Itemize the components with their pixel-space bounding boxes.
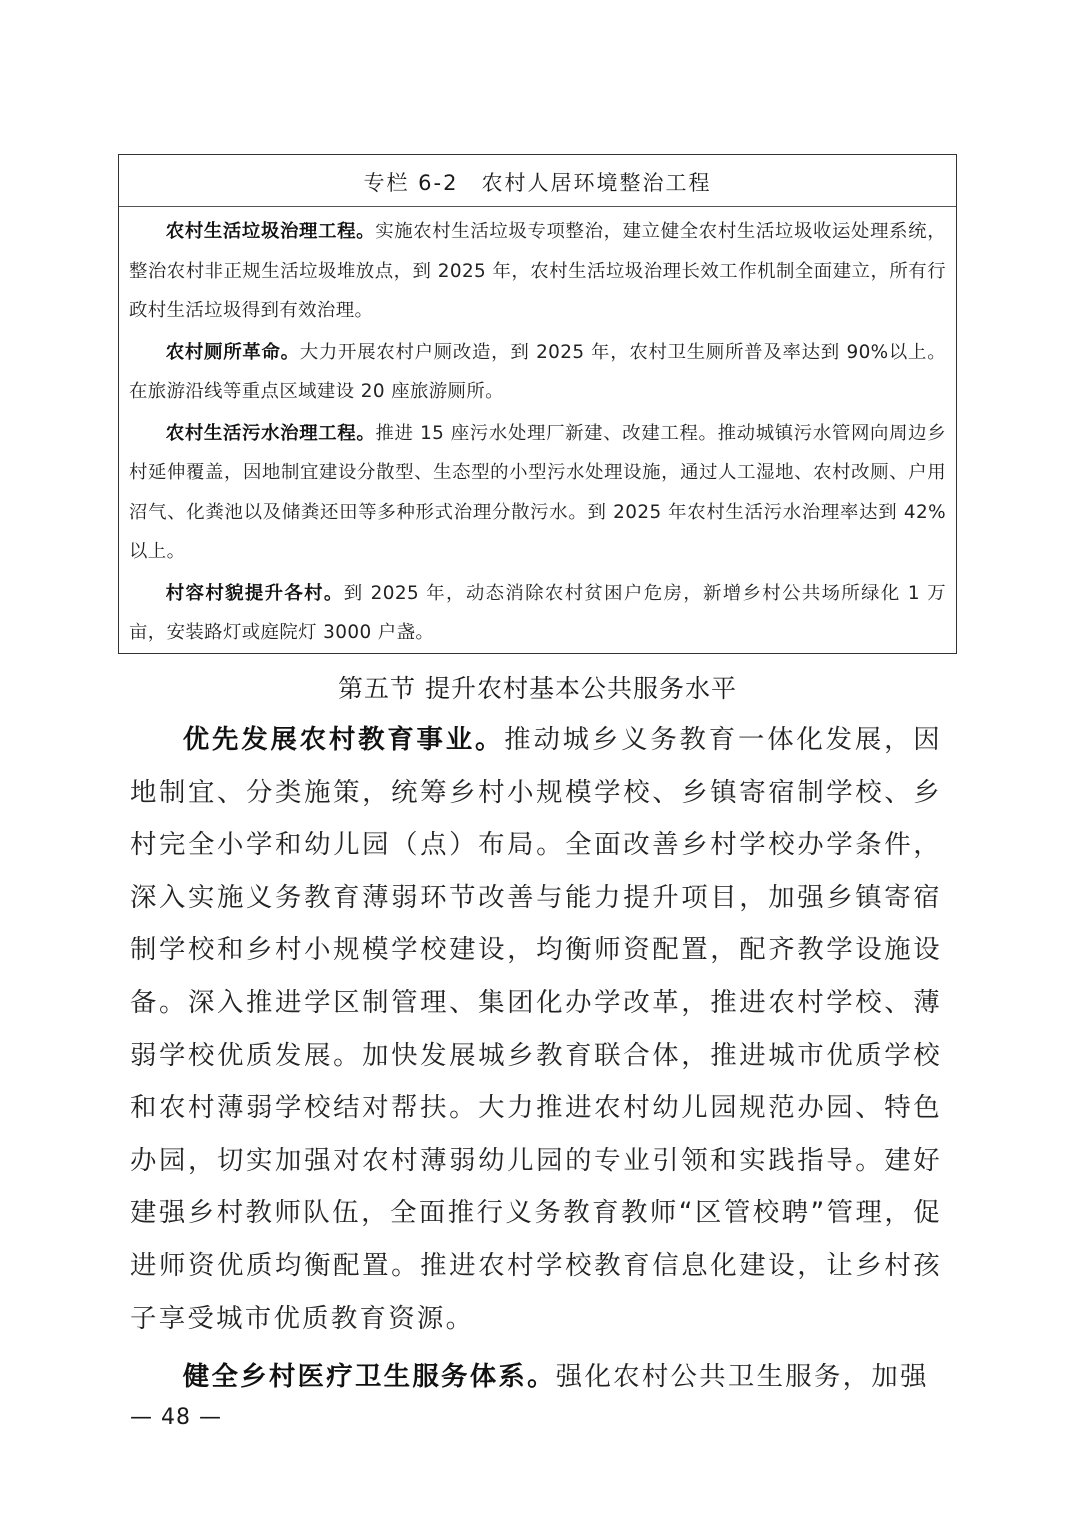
box-paragraph-lead: 村容村貌提升各村。	[165, 582, 344, 604]
body-paragraph-text: 强化农村公共卫生服务，加强	[555, 1361, 929, 1393]
box-paragraph-lead: 农村厕所革命。	[165, 341, 300, 363]
box-paragraph-lead: 农村生活污水治理工程。	[165, 422, 376, 444]
body-paragraph-lead: 优先发展农村教育事业。	[182, 724, 505, 755]
box-paragraph-text: 推进 15 座污水处理厂新建、改建工程。推动城镇污水管网向周边乡村延伸覆盖，因地制宜建设分散型、生态型的小型污水处理设施，通过人工湿地、农村改厕、户用沼气、化粪池以及储粪还田等多种形式治理分散污水。到 2025 年农村生活污水治理率达到 42%以上。	[129, 422, 946, 562]
body-paragraph	[130, 1351, 942, 1404]
box-paragraph-text: 到 2025 年，动态消除农村贫困户危房，新增乡村公共场所绿化 1 万亩，安装路灯或庭院灯 3000 户盏。	[129, 582, 946, 643]
box-paragraph	[129, 333, 946, 412]
section-heading: 第五节 提升农村基本公共服务水平	[338, 674, 737, 703]
feature-box-title: 专栏 6-2 农村人居环境整治工程	[119, 155, 956, 207]
body-paragraph-lead: 健全乡村医疗卫生服务体系。	[182, 1361, 556, 1393]
page-number: — 48 —	[130, 1405, 222, 1430]
box-paragraph-lead: 农村生活垃圾治理工程。	[165, 221, 376, 242]
box-paragraph-text: 大力开展农村户厕改造，到 2025 年，农村卫生厕所普及率达到 90%以上。在旅游沿线等重点区域建设 20 座旅游厕所。	[129, 341, 946, 402]
main-body	[130, 714, 942, 1410]
body-paragraph	[130, 714, 942, 1345]
box-paragraph	[129, 414, 946, 572]
feature-box	[118, 154, 957, 654]
box-paragraph	[129, 574, 946, 653]
body-paragraph-text: 推动城乡义务教育一体化发展，因地制宜、分类施策，统筹乡村小规模学校、乡镇寄宿制学校、乡村完全小学和幼儿园（点）布局。全面改善乡村学校办学条件，深入实施义务教育薄弱环节改善与能力提升项目，加强乡镇寄宿制学校和乡村小规模学校建设，均衡师资配置，配齐教学设施设备。深入推进学区制管理、集团化办学改革，推进农村学校、薄弱学校优质发展。加快发展城乡教育联合体，推进城市优质学校和农村薄弱学校结对帮扶。大力推进农村幼儿园规范办园、特色办园，切实加强对农村薄弱幼儿园的专业引领和实践指导。建好建强乡村教师队伍，全面推行义务教育教师“区管校聘”管理，促进师资优质均衡配置。推进农村学校教育信息化建设，让乡村孩子享受城市优质教育资源。	[130, 724, 942, 1334]
box-paragraph-text: 实施农村生活垃圾专项整治，建立健全农村生活垃圾收运处理系统，整治农村非正规生活垃圾堆放点，到 2025 年，农村生活垃圾治理长效工作机制全面建立，所有行政村生活垃圾得到有效治理。	[129, 221, 946, 321]
box-paragraph	[129, 212, 946, 331]
feature-box-body	[119, 207, 956, 653]
